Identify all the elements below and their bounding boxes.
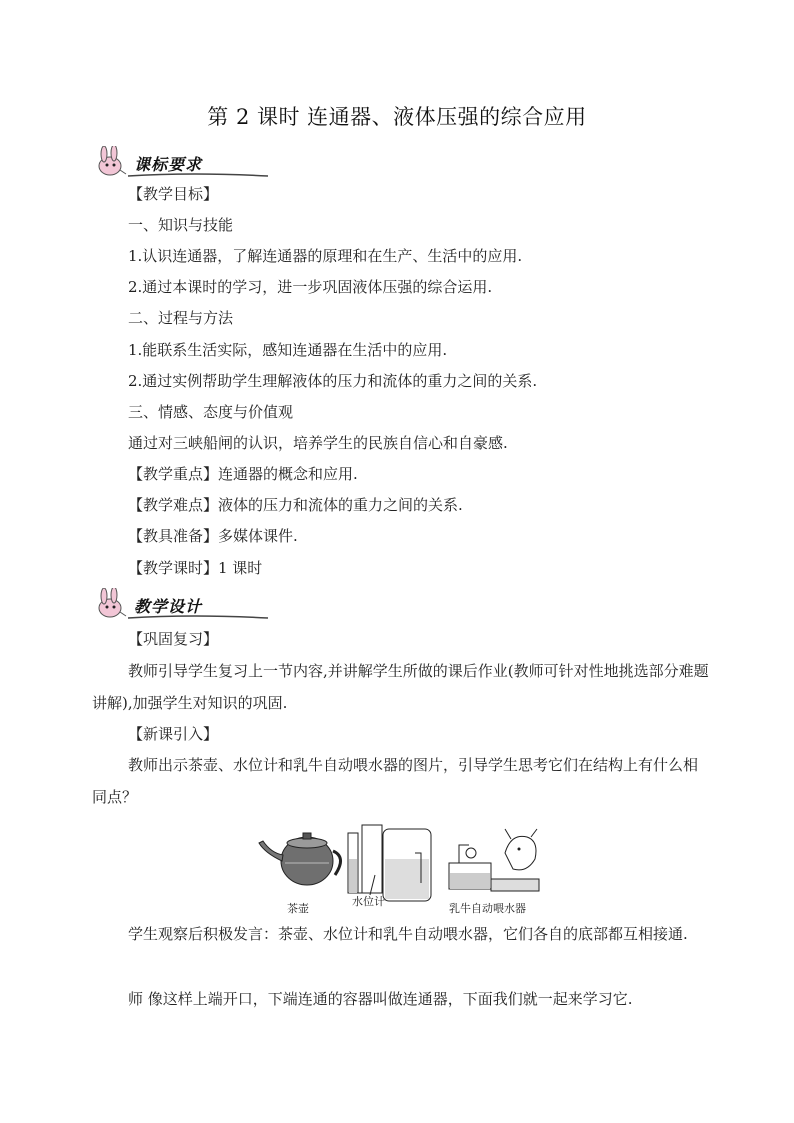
process-title: 二、过程与方法	[128, 309, 234, 327]
intro-heading: 【新课引入】	[128, 725, 219, 743]
intro-text: 教师出示茶壶、水位计和乳牛自动喂水器的图片，引导学生思考它们在结构上有什么相同点？	[92, 756, 699, 806]
teaching-tools: 【教具准备】多媒体课件.	[128, 527, 298, 545]
emotion-title: 三、情感、态度与价值观	[128, 403, 294, 421]
process-item: 1.能联系生活实际，感知连通器在生活中的应用.	[128, 341, 448, 359]
knowledge-item: 2.通过本课时的学习，进一步巩固液体压强的综合运用.	[128, 278, 493, 296]
teaching-hours: 【教学课时】1 课时	[128, 559, 263, 577]
teapot-drawing	[259, 833, 341, 885]
banner-label: 课标要求	[134, 155, 203, 174]
connected-vessels-figure	[255, 823, 545, 915]
section-banner-standards	[92, 146, 272, 180]
figure-label-teapot: 茶壶	[287, 902, 309, 915]
review-heading: 【巩固复习】	[128, 630, 219, 648]
process-item: 2.通过实例帮助学生理解液体的压力和流体的重力之间的关系.	[128, 372, 538, 390]
figure-label-gauge: 水位计	[352, 895, 385, 908]
key-point: 【教学重点】连通器的概念和应用.	[128, 465, 358, 483]
emotion-text: 通过对三峡船闸的认识，培养学生的民族自信心和自豪感.	[128, 434, 508, 452]
water-gauge-drawing	[348, 825, 431, 901]
knowledge-item: 1.认识连通器，了解连通器的原理和在生产、生活中的应用.	[128, 247, 523, 265]
teacher-remark: 师 像这样上端开口，下端连通的容器叫做连通器，下面我们就一起来学习它.	[128, 990, 633, 1008]
objectives-heading: 【教学目标】	[128, 185, 219, 203]
section-banner-design	[92, 588, 272, 622]
cow-feeder-drawing	[449, 829, 539, 891]
difficulty: 【教学难点】液体的压力和流体的重力之间的关系.	[128, 496, 463, 514]
review-text: 教师引导学生复习上一节内容,并讲解学生所做的课后作业(教师可针对性地挑选部分难题讲解),加强学生对知识的巩固.	[92, 662, 709, 712]
figure-label-feeder: 乳牛自动喂水器	[449, 902, 526, 915]
knowledge-title: 一、知识与技能	[128, 216, 234, 234]
page-title: 第 2 课时 连通器、液体压强的综合应用	[207, 105, 587, 129]
banner-label: 教学设计	[134, 597, 203, 616]
student-response: 学生观察后积极发言：茶壶、水位计和乳牛自动喂水器，它们各自的底部都互相接通.	[128, 925, 688, 943]
